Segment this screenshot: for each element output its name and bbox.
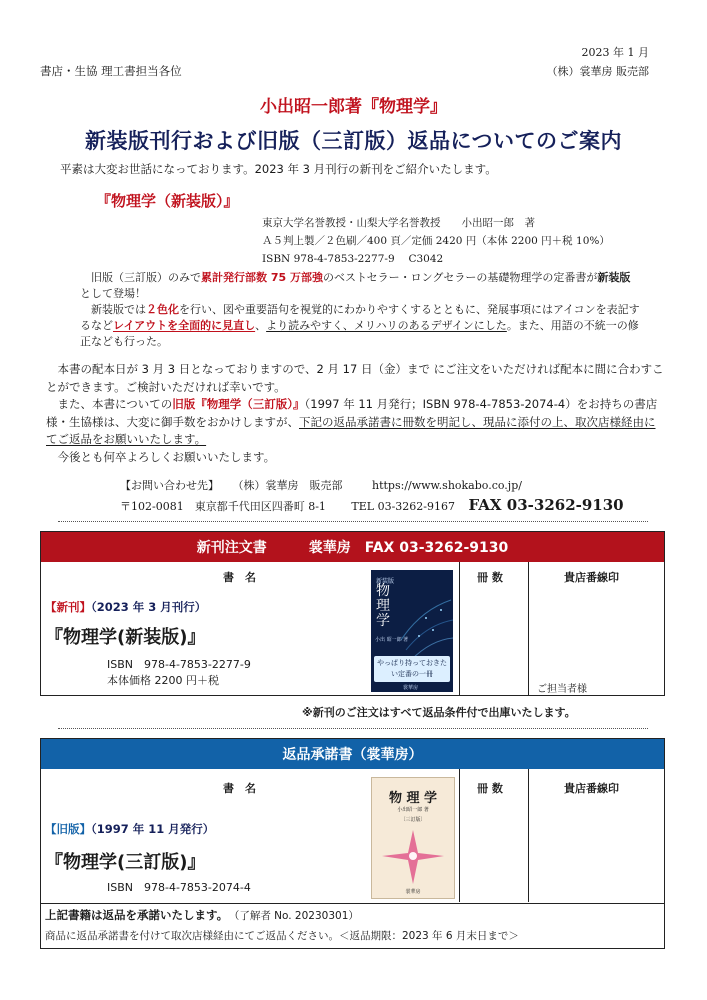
fax-number: FAX 03-3262-9130 <box>468 496 624 514</box>
new-tag: 【新刊】（2023 年 3 月刊行） <box>45 600 207 614</box>
cut-line-2 <box>58 728 648 729</box>
order-book-title: 『物理学(新装版)』 <box>45 627 206 648</box>
book-description <box>80 270 640 350</box>
col-qty-header: 冊 数 <box>477 782 503 795</box>
new-book-cover: 新装版 物理学 小出 昭一郎 著 やっぱり持っておきたい定番の一冊 裳華房 <box>371 570 453 692</box>
order-form-header: 新刊注文書 裳華房 FAX 03-3262-9130 <box>41 532 664 562</box>
issue-date: 2023 年 1 月 <box>581 46 649 59</box>
return-book-title: 『物理学(三訂版)』 <box>45 852 206 873</box>
staff-label: ご担当者様 <box>537 684 587 695</box>
desc-paragraph-2: 新装版では２色化を行い、図や重要語句を視覚的にわかりやすくするとともに、発展事項にはアイコンを表記するなどレイアウトを全面的に見直し、より読みやすく、メリハリのあるデザインにした。また、用語の不統一の修正なども行った。 <box>80 303 640 348</box>
website-link[interactable]: https://www.shokabo.co.jp/ <box>372 479 522 492</box>
return-isbn: ISBN 978-4-7853-2074-4 <box>107 881 251 894</box>
desc-paragraph-1: 旧版（三訂版）のみで累計発行部数 75 万部強のベストセラー・ロングセラーの基礎物理学の定番書が新装版として登場！ <box>80 271 631 300</box>
acceptance-line: 上記書籍は返品を承諾いたします。 （了解者 No. 20230301） <box>45 908 359 922</box>
order-form <box>40 531 665 696</box>
order-price: 本体価格 2200 円＋税 <box>107 674 219 687</box>
contact-line: 【お問い合わせ先】 （株）裳華房 販売部 https://www.shokabo.co.jp/ <box>120 479 522 492</box>
return-form-header: 返品承諾書（裳華房） <box>41 739 664 769</box>
star-icon <box>372 826 454 886</box>
col-title-header: 書 名 <box>223 782 256 795</box>
body-text <box>46 361 666 466</box>
cover-band: やっぱり持っておきたい定番の一冊 <box>374 656 450 682</box>
return-instruction: 商品に返品承諾書を付けて取次店様経由にてご返品ください。＜返品期限：2023 年 6 月末日まで＞ <box>45 930 519 942</box>
body-paragraph-3: 今後とも何卒よろしくお願いいたします。 <box>57 449 276 464</box>
col-stamp-header: 貴店番線印 <box>564 782 619 795</box>
book-spec: Ａ５判上製／２色刷／400 頁／定価 2420 円（本体 2200 円＋税 10%） <box>262 235 610 247</box>
recipient: 書店・生協 理工書担当各位 <box>40 64 182 78</box>
cut-line <box>58 521 648 522</box>
old-tag: 【旧版】（1997 年 11 月発行） <box>45 822 215 836</box>
old-cover-title: 物 理 学 <box>388 791 438 806</box>
book-isbn: ISBN 978-4-7853-2277-9 C3042 <box>262 253 444 265</box>
cover-title: 物理学 <box>376 583 390 629</box>
sender: （株）裳華房 販売部 <box>546 65 649 78</box>
col-title-header: 書 名 <box>223 571 256 584</box>
order-isbn: ISBN 978-4-7853-2277-9 <box>107 658 251 671</box>
col-qty-header: 冊 数 <box>477 571 503 584</box>
body-paragraph-1: 本書の配本日が 3 月 3 日となっておりますので、2 月 17 日（金）まで にご注文をいただければ配本に間に合わすことができます。ご検討いただければ幸いです。 <box>46 362 664 394</box>
contact-address-line: 〒102-0081 東京都千代田区四番町 8-1 TEL 03-3262-9167 FAX 03-3262-9130 <box>120 496 624 514</box>
new-book-title: 『物理学（新装版）』 <box>96 192 239 210</box>
order-note: ※新刊のご注文はすべて返品条件付で出庫いたします。 <box>302 706 576 719</box>
page-title: 新装版刊行および旧版（三訂版）返品についてのご案内 <box>84 129 623 153</box>
author-book-heading: 小出昭一郎著『物理学』 <box>260 97 447 117</box>
sales-highlight: 累計発行部数 75 万部強 <box>201 271 323 284</box>
body-paragraph-2: また、本書についての旧版『物理学（三訂版）』（1997 年 11 月発行；ISBN 978-4-7853-2074-4）をお持ちの書店様・生協様は、大変に御手数をおかけしますが、下記の返品承諾書に冊数を明記し、現品に添付の上、取次店様経由にてご返品をお願いいたします。 <box>46 397 658 446</box>
old-book-cover: 物 理 学 小出昭一郎 著 〔三訂版〕 裳華房 <box>371 777 455 899</box>
return-form <box>40 738 665 949</box>
greeting: 平素は大変お世話になっております。2023 年 3 月刊行の新刊をご紹介いたします。 <box>60 162 497 176</box>
book-author: 東京大学名誉教授・山梨大学名誉教授 小出昭一郎 著 <box>262 217 535 229</box>
col-stamp-header: 貴店番線印 <box>564 571 619 584</box>
